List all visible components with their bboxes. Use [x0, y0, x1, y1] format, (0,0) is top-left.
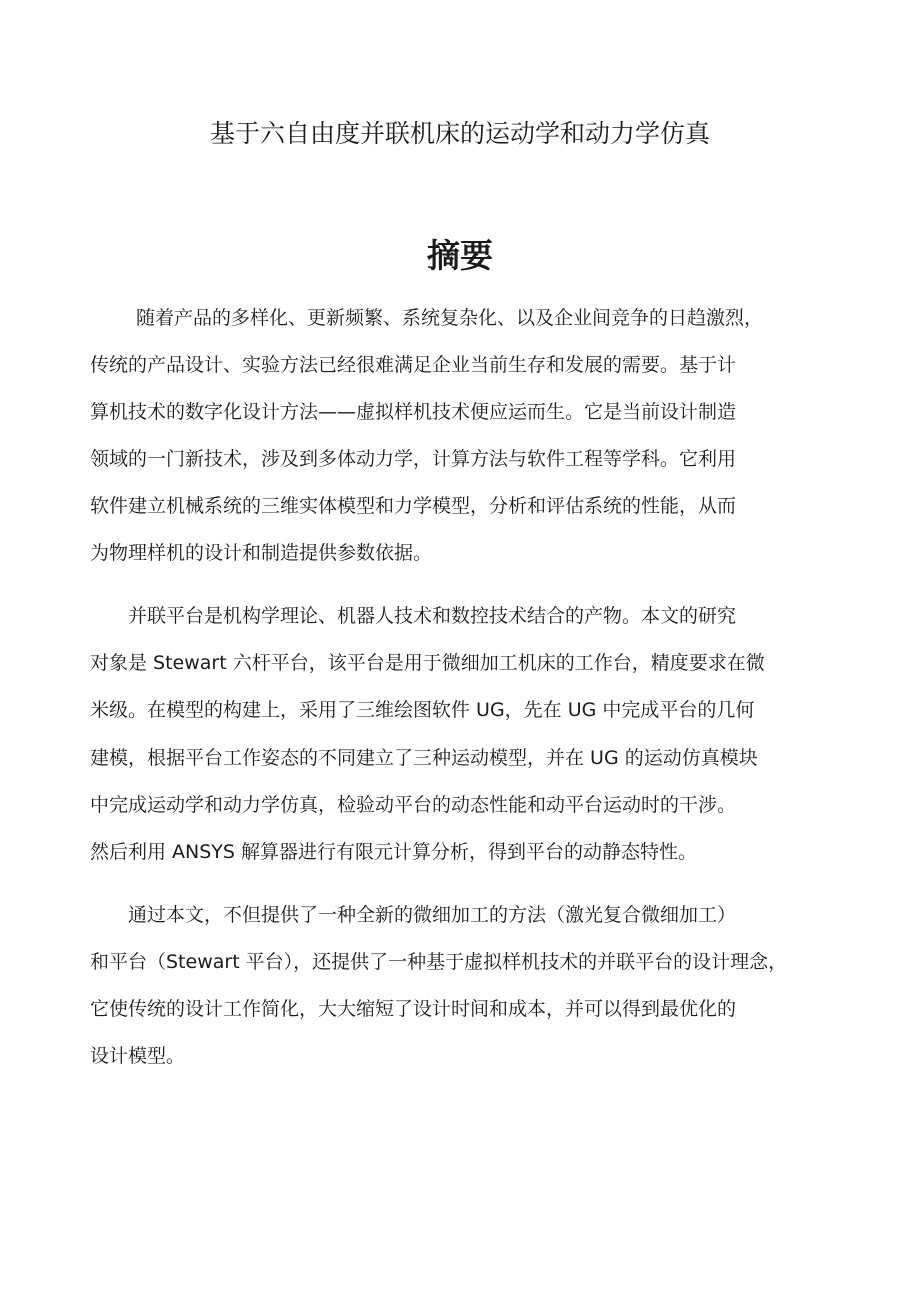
paragraph-line: 传统的产品设计、实验方法已经很难满足企业当前生存和发展的需要。基于计 [90, 354, 737, 376]
paragraph-line: 软件建立机械系统的三维实体模型和力学模型，分析和评估系统的性能，从而 [90, 495, 737, 517]
document-title: 基于六自由度并联机床的运动学和动力学仿真 [209, 119, 710, 148]
paragraph-line: 通过本文，不但提供了一种全新的微细加工的方法（激光复合微细加工） [128, 904, 737, 926]
paragraph-line: 米级。在模型的构建上，采用了三维绘图软件 UG，先在 UG 中完成平台的几何 [90, 699, 755, 721]
abstract-heading: 摘要 [427, 236, 493, 275]
paragraph-line: 它使传统的设计工作简化，大大缩短了设计时间和成本，并可以得到最优化的 [90, 998, 737, 1020]
paragraph-line: 建模，根据平台工作姿态的不同建立了三种运动模型，并在 UG 的运动仿真模块 [90, 747, 758, 769]
paragraph-line: 和平台（Stewart 平台），还提供了一种基于虚拟样机技术的并联平台的设计理念， [90, 951, 788, 973]
paragraph-line: 设计模型。 [90, 1045, 186, 1067]
paragraph-line: 并联平台是机构学理论、机器人技术和数控技术结合的产物。本文的研究 [128, 605, 737, 627]
paragraph-line: 算机技术的数字化设计方法——虚拟样机技术便应运而生。它是当前设计制造 [90, 401, 737, 423]
paragraph-line: 中完成运动学和动力学仿真，检验动平台的动态性能和动平台运动时的干涉。 [90, 794, 737, 816]
paragraph-line: 随着产品的多样化、更新频繁、系统复杂化、以及企业间竞争的日趋激烈， [136, 307, 764, 329]
paragraph-line: 领域的一门新技术，涉及到多体动力学，计算方法与软件工程等学科。它利用 [90, 448, 737, 470]
paragraph-line: 对象是 Stewart 六杆平台，该平台是用于微细加工机床的工作台，精度要求在微 [90, 652, 765, 674]
paragraph-line: 然后利用 ANSYS 解算器进行有限元计算分析，得到平台的动静态特性。 [90, 841, 698, 863]
paragraph-line: 为物理样机的设计和制造提供参数依据。 [90, 542, 433, 564]
